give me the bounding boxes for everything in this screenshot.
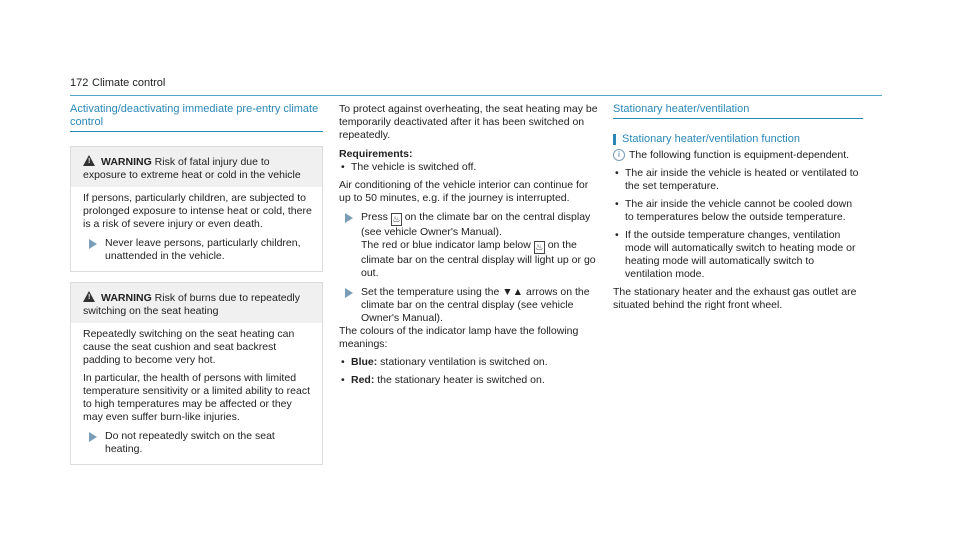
page-number: 172	[70, 77, 89, 89]
warning-body: Repeatedly switching on the seat heating can cause the seat cushion and seat backrest padding to become very hot.	[83, 328, 295, 366]
blue-label: Blue:	[351, 356, 378, 368]
instruction-step	[83, 237, 314, 263]
step-arrow-icon	[89, 432, 97, 442]
red-label: Red:	[351, 374, 375, 386]
info-icon: i	[613, 149, 625, 161]
subsection-heading: Stationary heater/ventilation function	[613, 133, 863, 146]
column-left	[70, 103, 323, 465]
warning-icon: !	[83, 291, 95, 302]
warning-body: If persons, particularly children, are subjected to prolonged exposure to intense heat or cold, there is a risk of severe injury or even death.	[83, 192, 312, 230]
step-text: Press	[361, 211, 388, 223]
requirement-item: • The vehicle is switched off.	[339, 161, 599, 174]
column-right	[613, 103, 863, 317]
info-note	[613, 149, 863, 162]
intro-text: To protect against overheating, the seat heating may be temporarily deactivated after it has been switched on repeatedly.	[339, 103, 598, 141]
list-item: • The air inside the vehicle cannot be cooled down to temperatures below the outside temperature.	[613, 198, 863, 224]
list-item	[339, 374, 599, 387]
instruction-step	[339, 211, 599, 280]
column-middle	[339, 103, 599, 392]
page-header	[70, 77, 882, 96]
step-text: Set the temperature using the	[361, 286, 500, 298]
list-item	[339, 356, 599, 369]
warning-label: WARNING	[101, 156, 152, 168]
warning-text: Risk of fatal injury due to exposure to extreme heat or cold in the vehicle	[83, 156, 301, 181]
warning-box	[70, 282, 323, 465]
ac-note: Air conditioning of the vehicle interior can continue for up to 50 minutes, e.g. if the journey is interrupted.	[339, 179, 589, 204]
section-heading: Stationary heater/ventilation	[613, 103, 863, 119]
step-arrow-icon	[89, 239, 97, 249]
section-heading: Activating/deactivating immediate pre-entry climate control	[70, 103, 323, 132]
blue-text: stationary ventilation is switched on.	[380, 356, 548, 368]
warning-icon: !	[83, 155, 95, 166]
step-text: Do not repeatedly switch on the seat heating.	[105, 430, 275, 455]
warning-label: WARNING	[101, 292, 152, 304]
section-title: Climate control	[92, 77, 166, 89]
stationary-heater-icon: ♨	[535, 242, 544, 252]
requirements-label: Requirements:	[339, 148, 413, 160]
closing-text: The stationary heater and the exhaust gas outlet are situated behind the right front wheel.	[613, 286, 857, 311]
red-text: the stationary heater is switched on.	[377, 374, 545, 386]
step-text: on the climate bar on the central display will light up or go out.	[361, 239, 596, 279]
warning-body: In particular, the health of persons with limited temperature sensitivity or a limited ability to react to high temperatures may be affected or they may even suffer burn-like injuries.	[83, 372, 311, 423]
colours-text: The colours of the indicator lamp have the following meanings:	[339, 325, 579, 350]
list-item: • If the outside temperature changes, ventilation mode will automatically switch to heating mode or heating mode will automatically switch to ventilation mode.	[613, 229, 863, 281]
step-text: The red or blue indicator lamp below	[361, 239, 531, 251]
step-text: Never leave persons, particularly children, unattended in the vehicle.	[105, 237, 301, 262]
note-text: The following function is equipment-dependent.	[629, 149, 850, 161]
list-item: • The air inside the vehicle is heated or ventilated to the set temperature.	[613, 167, 863, 193]
instruction-step	[83, 430, 314, 456]
temperature-arrows-icon: ▼▲	[502, 286, 524, 298]
warning-text: Risk of burns due to repeatedly switching on the seat heating	[83, 292, 301, 317]
warning-box	[70, 146, 323, 272]
step-arrow-icon	[345, 213, 353, 223]
instruction-step	[339, 286, 599, 325]
step-text: on the climate bar on the central display (see vehicle Owner's Manual).	[361, 211, 591, 238]
step-arrow-icon	[345, 288, 353, 298]
stationary-heater-icon: ♨	[392, 214, 401, 224]
step-text: arrows on the climate bar on the central display (see vehicle Owner's Manual).	[361, 286, 590, 324]
